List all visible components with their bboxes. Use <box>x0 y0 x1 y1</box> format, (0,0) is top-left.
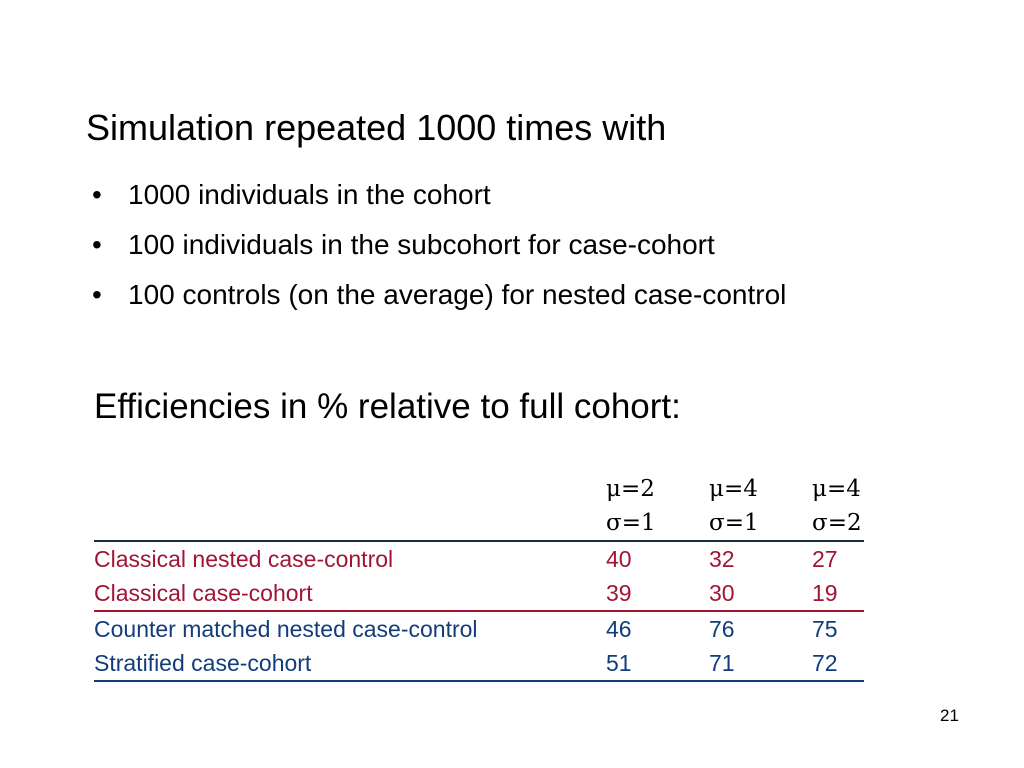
row-value: 46 <box>606 616 632 642</box>
row-label: Classical nested case-control <box>94 546 394 572</box>
row-value: 51 <box>606 646 709 681</box>
page-number: 21 <box>940 706 959 725</box>
row-value: 75 <box>812 616 838 642</box>
bullet-icon: • <box>92 229 102 260</box>
column-header-sigma: σ=2 <box>812 506 864 541</box>
bullet-text: 100 individuals in the subcohort for case-cohort <box>128 229 715 260</box>
row-value: 32 <box>709 546 735 572</box>
row-value: 27 <box>812 546 838 572</box>
bullet-item <box>88 170 786 220</box>
column-header-mu: μ=4 <box>709 476 758 502</box>
row-value: 71 <box>709 646 812 681</box>
header-blank-cell <box>94 472 606 506</box>
row-label: Counter matched nested case-control <box>94 616 478 642</box>
row-value: 40 <box>606 546 632 572</box>
row-value: 19 <box>812 576 864 611</box>
efficiency-table <box>94 472 864 682</box>
table-row <box>94 541 864 576</box>
slide-title: Simulation repeated 1000 times with <box>86 107 667 148</box>
bullet-icon: • <box>92 279 102 310</box>
table-row <box>94 576 864 611</box>
row-label: Classical case-cohort <box>94 576 606 611</box>
bullet-item <box>88 220 786 270</box>
column-header-mu: μ=2 <box>606 476 655 502</box>
bullet-icon: • <box>92 179 102 210</box>
table-row <box>94 646 864 681</box>
column-header-sigma: σ=1 <box>606 506 709 541</box>
row-value: 39 <box>606 576 709 611</box>
efficiency-heading: Efficiencies in % relative to full cohort: <box>94 387 681 426</box>
table-header-row <box>94 506 864 541</box>
column-header-sigma: σ=1 <box>709 506 812 541</box>
table-header-row <box>94 472 864 506</box>
row-label: Stratified case-cohort <box>94 646 606 681</box>
bullet-text: 100 controls (on the average) for nested case-control <box>128 279 787 310</box>
bullet-text: 1000 individuals in the cohort <box>128 179 491 210</box>
bullet-list <box>88 170 786 320</box>
table-row <box>94 611 864 646</box>
row-value: 30 <box>709 576 812 611</box>
bullet-item <box>88 270 786 320</box>
header-blank-cell <box>94 506 606 541</box>
row-value: 76 <box>709 616 735 642</box>
column-header-mu: μ=4 <box>812 476 861 502</box>
row-value: 72 <box>812 646 864 681</box>
